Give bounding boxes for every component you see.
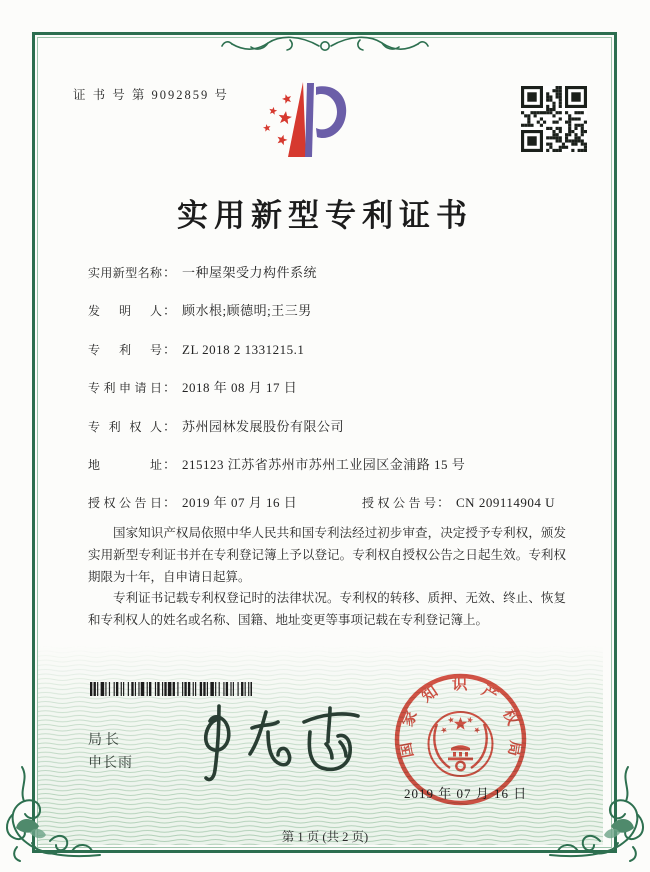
field-label: 授权公告号 — [362, 496, 436, 511]
commissioner-title: 局长 — [88, 731, 122, 747]
field-colon: ： — [163, 380, 177, 396]
field-list — [88, 262, 566, 531]
field-utility-model-name — [88, 262, 566, 300]
legal-statement — [88, 523, 566, 632]
field-colon: ： — [163, 341, 177, 357]
commissioner-name: 申长雨 — [88, 754, 133, 770]
corner-flourish-ornament — [2, 763, 102, 863]
signature-handwriting — [188, 698, 368, 786]
top-flourish-ornament — [220, 33, 430, 59]
qr-code — [521, 86, 587, 152]
field-colon: ： — [163, 456, 177, 472]
field-value: 2019 年 07 月 16 日 — [182, 495, 298, 511]
certificate-title: 实用新型专利证书 — [177, 198, 473, 233]
page-indicator: 第 1 页 (共 2 页) — [281, 830, 369, 844]
field-value: 苏州园林发展股份有限公司 — [182, 418, 345, 434]
field-patentee — [88, 416, 566, 454]
cnipa-logo-icon — [255, 76, 355, 160]
field-label: 发明人 — [88, 304, 162, 319]
field-inventors — [88, 300, 566, 338]
field-address — [88, 454, 566, 492]
field-label: 授权公告日 — [88, 496, 162, 511]
legal-paragraph-1: 国家知识产权局依照中华人民共和国专利法经过初步审查，决定授予专利权，颁发实用新型专利证书并在专利登记簿上予以登记。专利权自授权公告之日起生效。专利权期限为十年，自申请日起算。 — [88, 526, 566, 584]
field-filing-date — [88, 377, 566, 415]
field-value: ZL 2018 2 1331215.1 — [182, 341, 305, 357]
field-colon: ： — [163, 303, 177, 319]
field-colon: ： — [437, 495, 451, 511]
seal-ring-text: 国家知识产权局 — [397, 676, 524, 760]
field-colon: ： — [163, 418, 177, 434]
field-value: 215123 江苏省苏州市苏州工业园区金浦路 15 号 — [182, 456, 466, 472]
field-grant-number — [362, 492, 555, 511]
field-colon: ： — [163, 495, 177, 511]
legal-paragraph-2: 专利证书记载专利权登记时的法律状况。专利权的转移、质押、无效、终止、恢复和专利权人的姓名或名称、国籍、地址变更等事项记载在专利登记簿上。 — [88, 591, 566, 628]
certificate-number: 证 书 号 第 9092859 号 — [73, 88, 229, 102]
field-label: 专利权人 — [88, 419, 162, 434]
field-label: 专利号 — [88, 342, 162, 357]
field-value: 一种屋架受力构件系统 — [182, 265, 318, 280]
barcode — [90, 682, 252, 696]
field-value: 顾水根;顾德明;王三男 — [182, 303, 312, 319]
field-label: 地址 — [88, 457, 162, 472]
field-label: 实用新型名称 — [88, 266, 162, 280]
seal-date: 2019 年 07 月 16 日 — [404, 786, 528, 801]
national-emblem-icon — [429, 712, 493, 776]
corner-flourish-ornament — [548, 763, 648, 863]
field-value: CN 209114904 U — [456, 495, 555, 511]
field-value: 2018 年 08 月 17 日 — [182, 380, 298, 396]
field-patent-number — [88, 339, 566, 377]
field-colon: ： — [163, 265, 177, 280]
field-label: 专利申请日 — [88, 381, 162, 396]
